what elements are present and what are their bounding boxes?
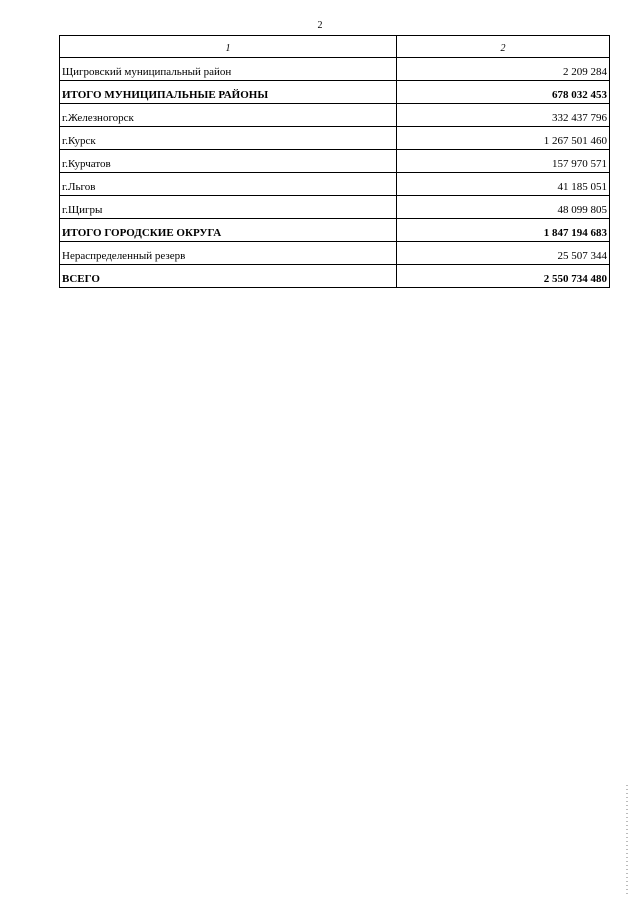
table-row: [60, 173, 610, 196]
row-value: 2 550 734 480: [397, 265, 610, 288]
table-row-grand-total: [60, 265, 610, 288]
row-name: г.Льгов: [60, 173, 397, 196]
row-value: 2 209 284: [397, 58, 610, 81]
row-name: ИТОГО ГОРОДСКИЕ ОКРУГА: [60, 219, 397, 242]
scan-edge-marks: [626, 785, 628, 895]
column-header-1: 1: [60, 36, 397, 58]
table-row: [60, 150, 610, 173]
row-value: 48 099 805: [397, 196, 610, 219]
row-name: г.Курчатов: [60, 150, 397, 173]
table-row: [60, 58, 610, 81]
row-name: Щигровский муниципальный район: [60, 58, 397, 81]
row-name: ИТОГО МУНИЦИПАЛЬНЫЕ РАЙОНЫ: [60, 81, 397, 104]
page-number: 2: [317, 20, 323, 31]
column-header-2: 2: [397, 36, 610, 58]
row-value: 1 267 501 460: [397, 127, 610, 150]
table-row: [60, 104, 610, 127]
table-row: [60, 196, 610, 219]
row-name: Нераспределенный резерв: [60, 242, 397, 265]
row-name: г.Курск: [60, 127, 397, 150]
row-value: 41 185 051: [397, 173, 610, 196]
table-row: [60, 242, 610, 265]
row-name: г.Щигры: [60, 196, 397, 219]
table-row-total: [60, 81, 610, 104]
budget-table: [59, 35, 610, 288]
table-row: [60, 127, 610, 150]
row-value: 157 970 571: [397, 150, 610, 173]
row-name: г.Железногорск: [60, 104, 397, 127]
row-value: 25 507 344: [397, 242, 610, 265]
table-row-total: [60, 219, 610, 242]
row-value: 1 847 194 683: [397, 219, 610, 242]
row-value: 678 032 453: [397, 81, 610, 104]
row-value: 332 437 796: [397, 104, 610, 127]
row-name: ВСЕГО: [60, 265, 397, 288]
table-header-row: [60, 36, 610, 58]
